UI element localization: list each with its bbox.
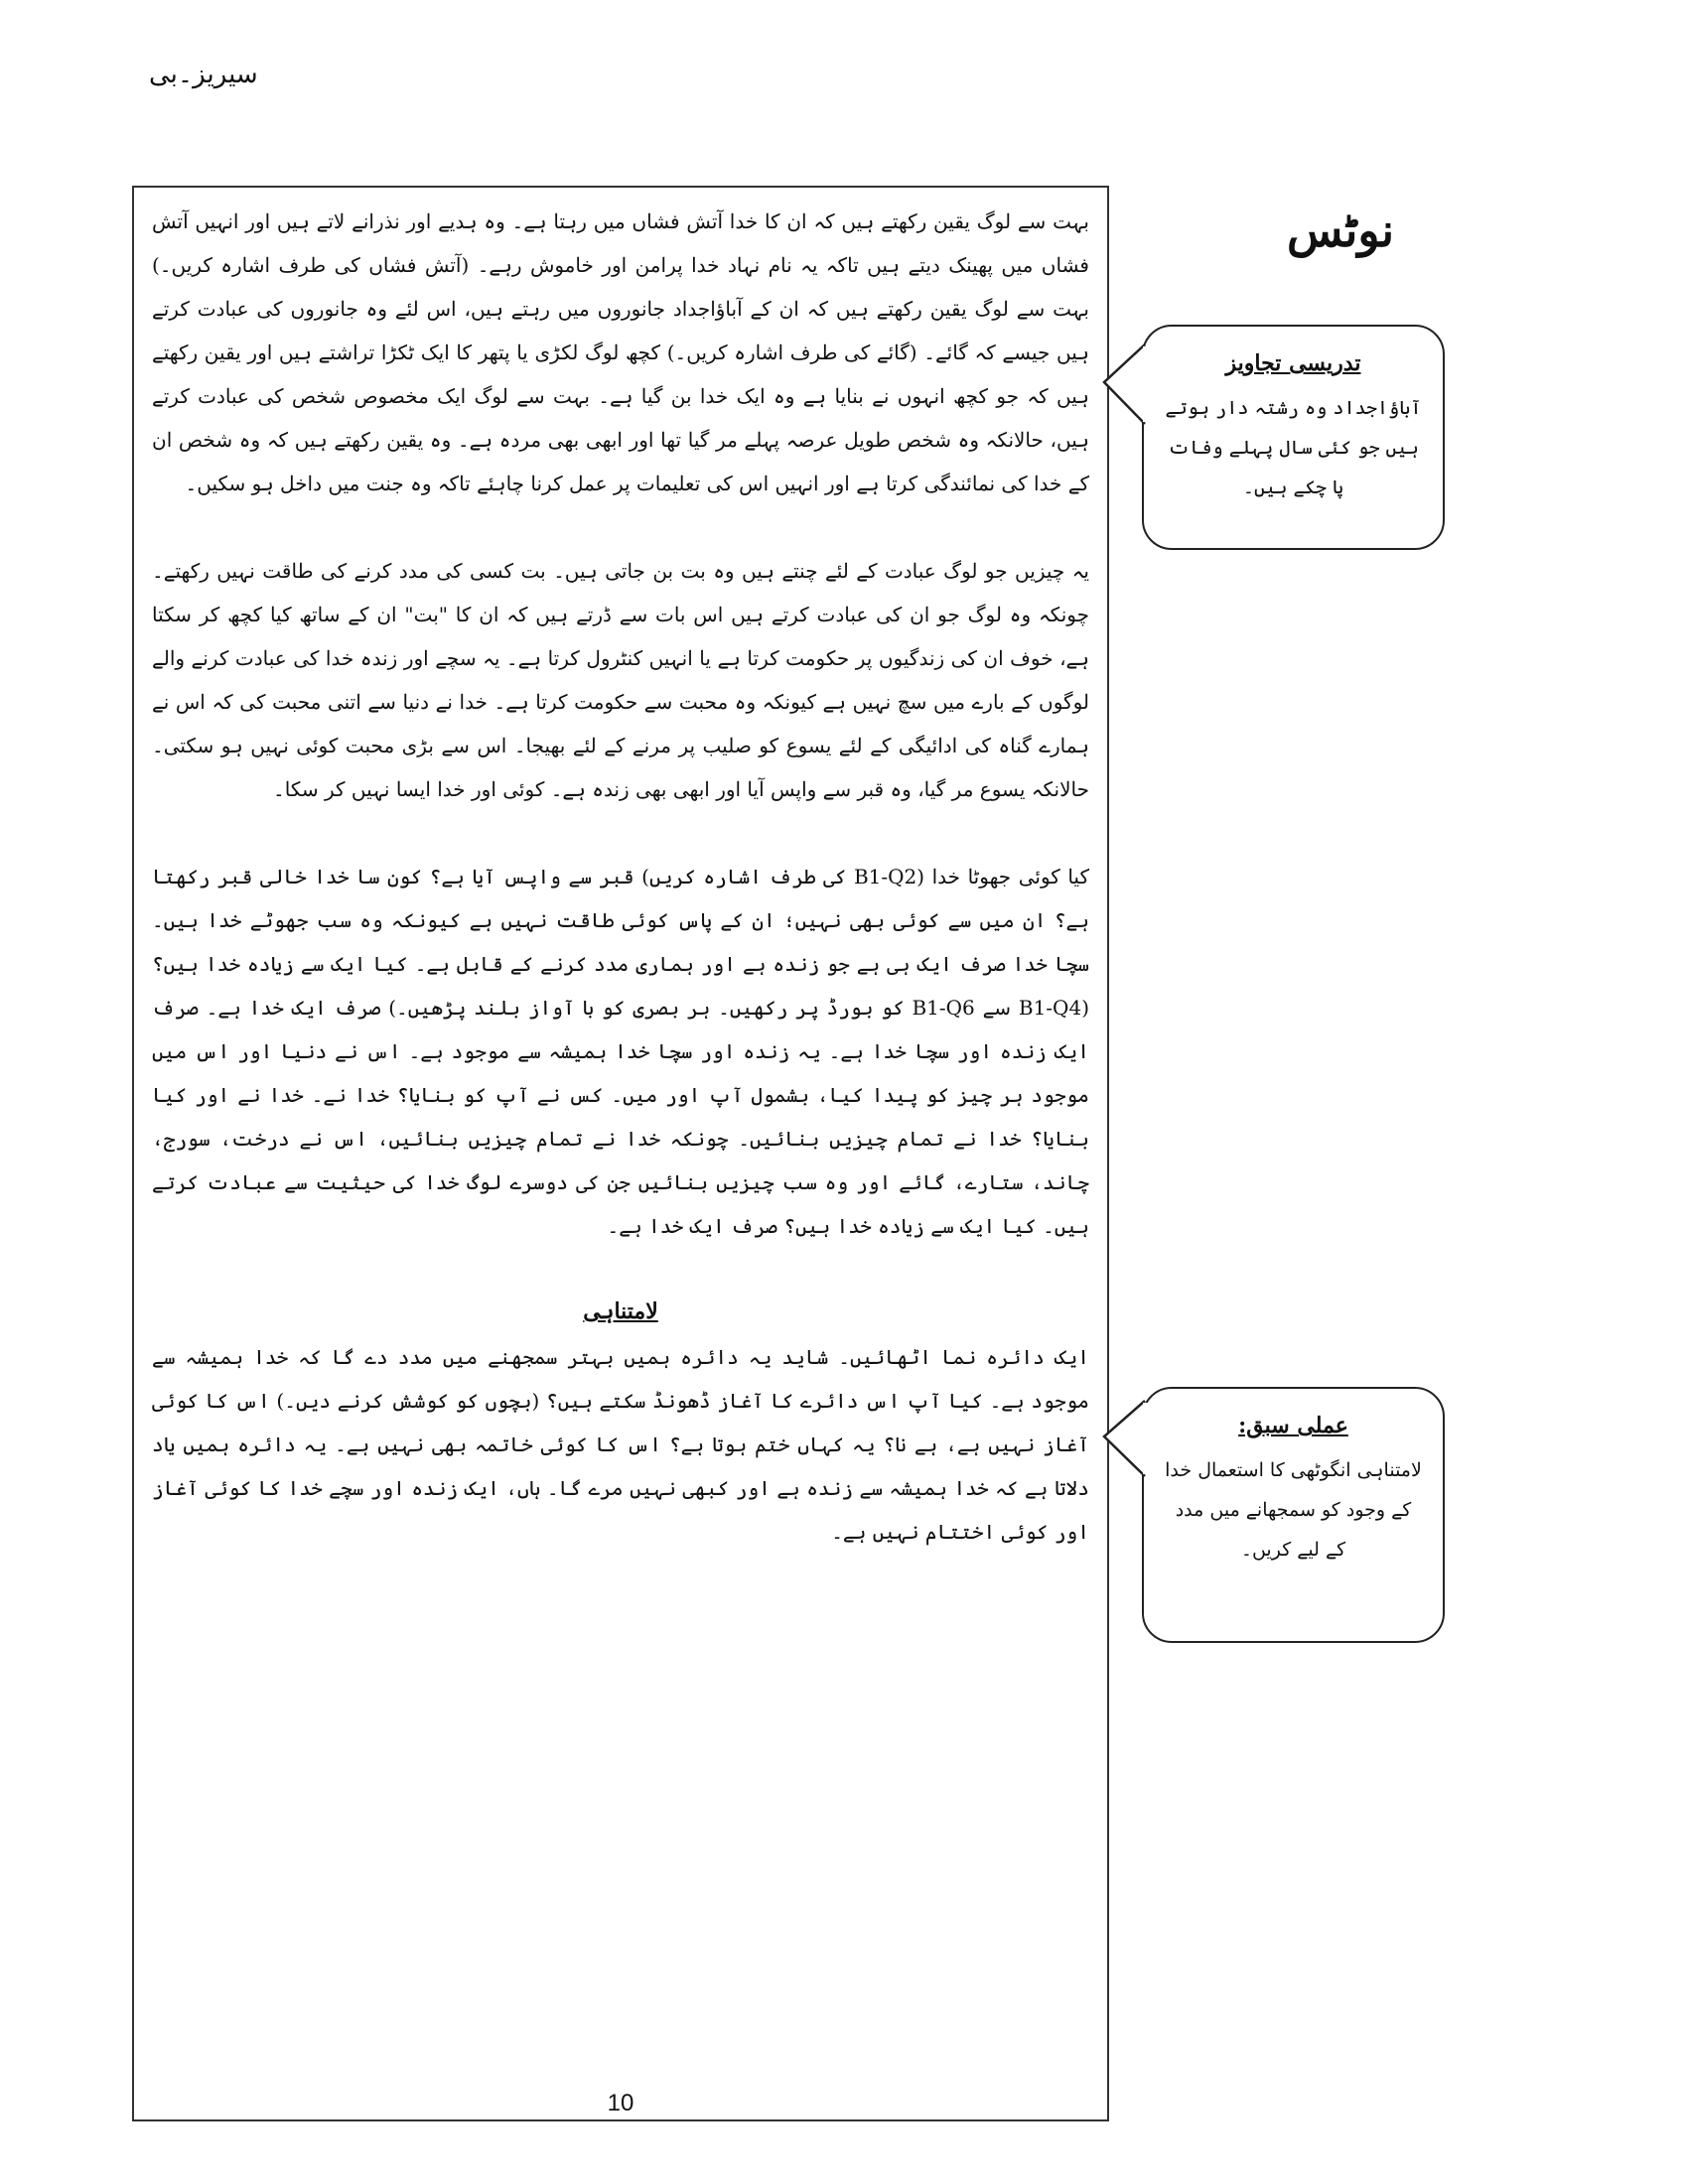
paragraph-false-gods: بہت سے لوگ یقین رکھتے ہیں کہ ان کا خدا آتش فشاں میں رہتا ہے۔ وہ ہدیے اور نذرانے لاتے ہیں اور انہیں آتش فشاں میں پھینک دیتے ہیں تاکہ یہ نام نہاد خدا پرامن اور خاموش رہے۔ (آتش فشاں کی طرف اشارہ کریں۔) بہت سے لوگ یقین رکھتے ہیں کہ ان کے آباؤاجداد جانوروں میں رہتے ہیں، اس لئے وہ جانوروں کی عبادت کرتے ہیں جیسے کہ گائے۔ (گائے کی طرف اشارہ کریں۔) کچھ لوگ لکڑی یا پتھر کا ایک ٹکڑا تراشتے ہیں اور یقین رکھتے ہیں کہ جو کچھ انہوں نے بنایا ہے وہ ایک خدا بن گیا ہے۔ بہت سے لوگ ایک مخصوص شخص کی عبادت کرتے ہیں، حالانکہ وہ شخص طویل عرصہ پہلے مر گیا تھا اور ابھی بھی مردہ ہے۔ وہ یقین رکھتے ہیں کہ وہ شخص ان کے خدا کی نمائندگی کرتا ہے اور انہیں اس کی تعلیمات پر عمل کرنا چاہئے تاکہ وہ جنت میں داخل ہو سکیں۔ — [152, 209, 1089, 495]
practical-lesson-title: عملی سبق: — [1238, 1413, 1348, 1438]
series-label: سیریز۔بی — [149, 60, 258, 89]
callout-pointer-icon — [1103, 327, 1145, 446]
practical-lesson-text: لامتناہی انگوٹھی کا استعمال خدا کے وجود کو سمجھانے میں مدد کے لیے کریں۔ — [1165, 1459, 1422, 1561]
teaching-tips-callout — [1142, 325, 1445, 550]
paragraph-idols: یہ چیزیں جو لوگ عبادت کے لئے چنتے ہیں وہ بت بن جاتی ہیں۔ بت کسی کی مدد کرنے کی طاقت نہیں رکھتے۔ چونکہ وہ لوگ جو ان کی عبادت کرتے ہیں اس بات سے ڈرتے ہیں کہ ان کا "بت" ان کے ساتھ کیا کچھ کر سکتا ہے، خوف ان کی زندگیوں پر حکومت کرتا ہے یا انہیں کنٹرول کرتا ہے۔ یہ سچے اور زندہ خدا کی عبادت کرنے والے لوگوں کے بارے میں سچ نہیں ہے کیونکہ وہ محبت سے حکومت کرتا ہے۔ خدا نے دنیا سے اتنی محبت کی کہ اس نے ہمارے گناہ کی ادائیگی کے لئے یسوع کو صلیب پر مرنے کے لئے بھیجا۔ اس سے بڑی محبت کوئی نہیں ہو سکتی۔ حالانکہ یسوع مر گیا، وہ قبر سے واپس آیا اور ابھی بھی زندہ ہے۔ کوئی اور خدا ایسا نہیں کر سکا۔ — [152, 559, 1090, 801]
page-number: 10 — [607, 2090, 634, 2116]
paragraph-circle: ایک دائرہ نما اٹھائیں۔ شاید یہ دائرہ ہمیں بہتر سمجھنے میں مدد دے گا کہ خدا ہمیشہ سے موجود ہے۔ کیا آپ اس دائرے کا آغاز ڈھونڈ سکتے ہیں؟ (بچوں کو کوشش کرنے دیں۔) اس کا کوئی آغاز نہیں ہے، ہے نا؟ یہ کہاں ختم ہوتا ہے؟ اس کا کوئی خاتمہ بھی نہیں ہے۔ یہ دائرہ ہمیں یاد دلاتا ہے کہ خدا ہمیشہ سے زندہ ہے اور کبھی نہیں مرے گا۔ ہاں، ایک زندہ اور سچے خدا کا کوئی آغاز اور کوئی اختتام نہیں ہے۔ — [152, 1345, 1089, 1544]
teaching-tips-title: تدریسی تجاویز — [1225, 350, 1361, 376]
teaching-tips-text: آباؤاجداد وہ رشتہ دار ہوتے ہیں جو کئی سال پہلے وفات پا چکے ہیں۔ — [1165, 397, 1422, 498]
lesson-text-box — [132, 186, 1109, 2121]
callout-pointer-icon — [1103, 1389, 1145, 1508]
paragraph-one-god: کیا کوئی جھوٹا خدا (B1-Q2 کی طرف اشارہ کریں) قبر سے واپس آیا ہے؟ کون سا خدا خالی قبر رکھتا ہے؟ ان میں سے کوئی بھی نہیں؛ ان کے پاس کوئی طاقت نہیں ہے کیونکہ وہ سب جھوٹے خدا ہیں۔ سچا خدا صرف ایک ہی ہے جو زندہ ہے اور ہماری مدد کرنے کے قابل ہے۔ کیا ایک سے زیادہ خدا ہیں؟ (B1-Q4 سے B1-Q6 کو بورڈ پر رکھیں۔ ہر بصری کو با آواز بلند پڑھیں۔) صرف ایک خدا ہے۔ صرف ایک زندہ اور سچا خدا ہے۔ یہ زندہ اور سچا خدا ہمیشہ سے موجود ہے۔ اس نے دنیا اور اس میں موجود ہر چیز کو پیدا کیا، بشمول آپ اور میں۔ کس نے آپ کو بنایا؟ خدا نے۔ خدا نے اور کیا بنایا؟ خدا نے تمام چیزیں بنائیں۔ چونکہ خدا نے تمام چیزیں بنائیں، اس نے درخت، سورج، چاند، ستارے، گائے اور وہ سب چیزیں بنائیں جن کی دوسرے لوگ خدا کی حیثیت سے عبادت کرتے ہیں۔ کیا ایک سے زیادہ خدا ہیں؟ صرف ایک خدا ہے۔ — [152, 865, 1089, 1238]
practical-lesson-callout — [1142, 1387, 1445, 1643]
section-heading-infinity: لامتناہی — [583, 1298, 658, 1324]
notes-title: نوٹس — [1286, 204, 1394, 257]
